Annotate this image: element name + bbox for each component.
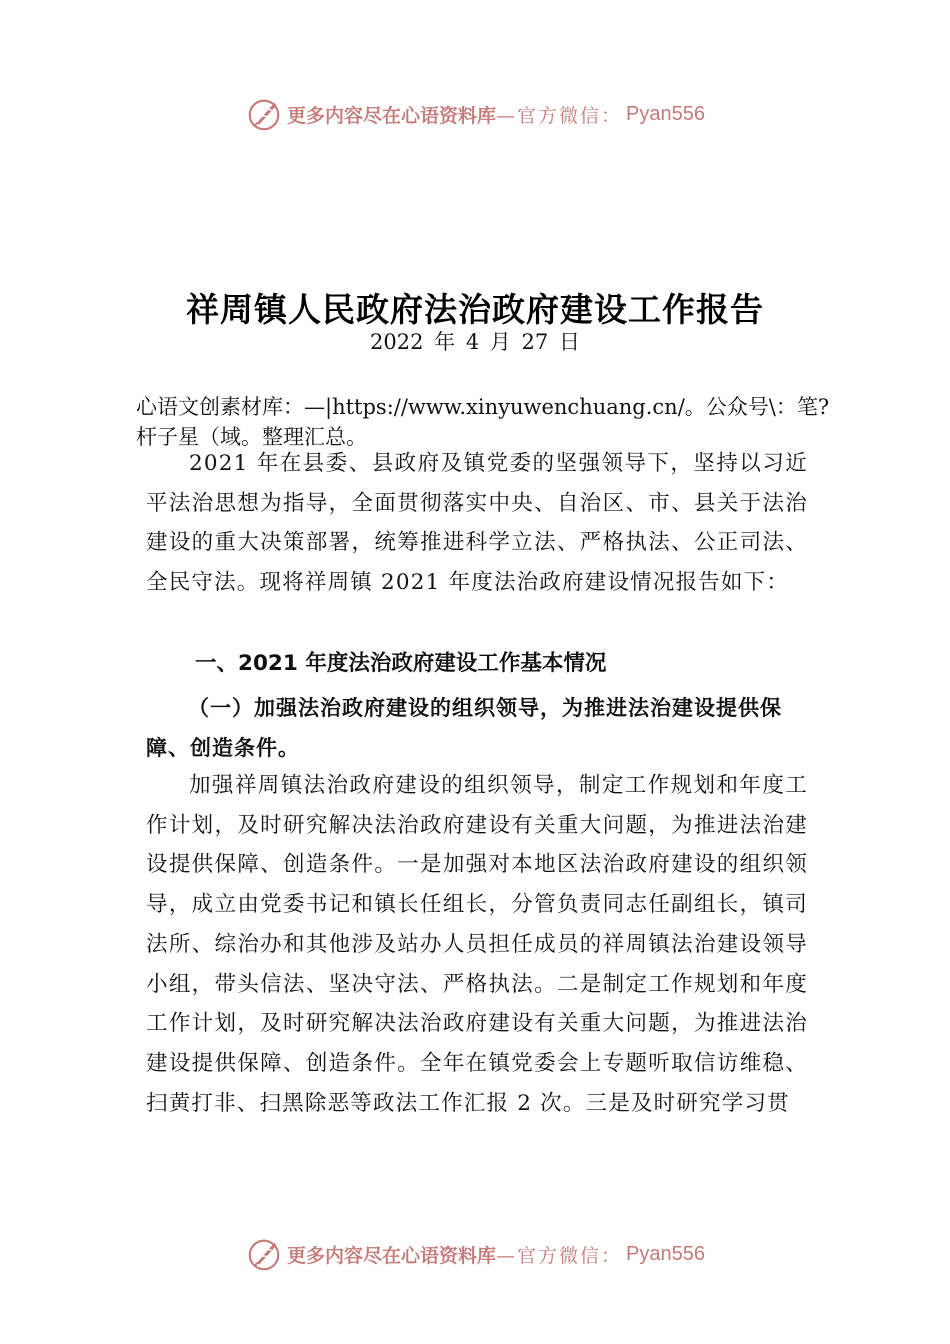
header-banner[interactable] (0, 94, 950, 134)
banner-text-library: 更多内容尽在心语资料库 (287, 104, 497, 127)
page-title: 祥周镇人民政府法治政府建设工作报告 (186, 290, 764, 330)
banner-text-wechat-label: —官方微信： (496, 104, 623, 127)
banner-text-wechat-id: Pyan556 (626, 1242, 705, 1265)
intro-paragraph: 2021 年在县委、县政府及镇党委的坚强领导下，坚持以习近平法治思想为指导，全面贯彻落实中央、自治区、市、县关于法治建设的重大决策部署，统筹推进科学立法、严格执法、公正司法、全民守法。现将祥周镇 2021 年度法治政府建设情况报告如下： (146, 451, 808, 596)
banner-text-library: 更多内容尽在心语资料库 (287, 1244, 497, 1267)
footer-banner[interactable] (0, 1234, 950, 1274)
source-note: 心语文创素材库：—|https://www.xinyuwenchuang.cn/。公众号\：笔?杆子星（域。整理汇总。 (136, 395, 830, 449)
section-heading: 一、2021 年度法治政府建设工作基本情况 (195, 651, 607, 676)
quill-logo-icon (245, 95, 283, 133)
banner-text-wechat-id: Pyan556 (626, 102, 705, 125)
body-paragraph: 加强祥周镇法治政府建设的组织领导，制定工作规划和年度工作计划，及时研究解决法治政府建设有关重大问题，为推进法治建设提供保障、创造条件。一是加强对本地区法治政府建设的组织领导，成立由党委书记和镇长任组长，分管负责同志任副组长，镇司法所、综治办和其他涉及站办人员担任成员的祥周镇法治建设领导小组，带头信法、坚决守法、严格执法。二是制定工作规划和年度工作计划，及时研究解决法治政府建设有关重大问题，为推进法治建设提供保障、创造条件。全年在镇党委会上专题听取信访维稳、扫黄打非、扫黑除恶等政法工作汇报 2 次。三是及时研究学习贯 (146, 773, 808, 1116)
subsection-heading: （一）加强法治政府建设的组织领导，为推进法治建设提供保障、创造条件。 (146, 695, 782, 760)
report-date: 2022 年 4 月 27 日 (370, 330, 580, 354)
quill-logo-icon (245, 1235, 283, 1273)
banner-text-wechat-label: —官方微信： (496, 1244, 623, 1267)
